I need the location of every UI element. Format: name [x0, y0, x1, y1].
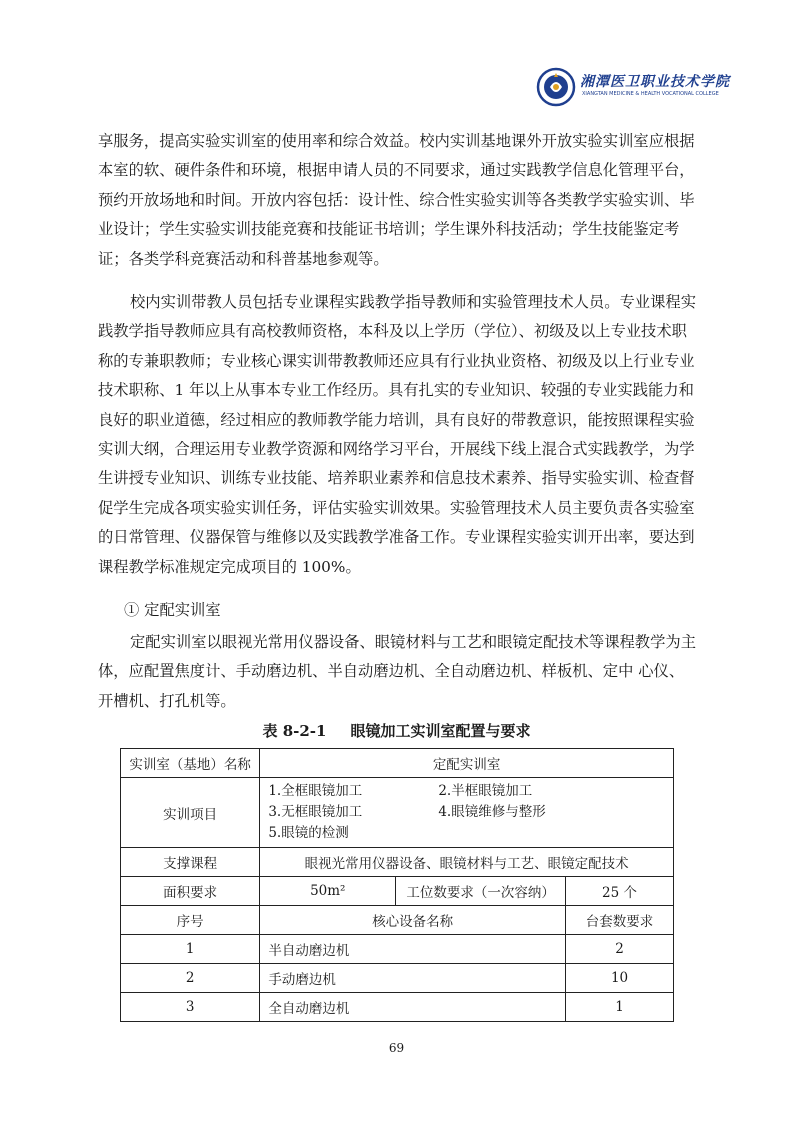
courses-label: 支撑课程 [121, 848, 260, 877]
row-equipment: 半自动磨边机 [260, 935, 566, 964]
project-item: 3.无框眼镜加工 [268, 804, 363, 820]
section-heading: ① 定配实训室 [124, 601, 221, 619]
project-item: 1.全框眼镜加工 [268, 783, 363, 799]
table-title: 眼镜加工实训室配置与要求 [350, 722, 531, 740]
project-item: 5.眼镜的检测 [268, 825, 349, 841]
area-value: 50m² [260, 877, 396, 906]
body-paragraph-2: 校内实训带教人员包括专业课程实践教学指导教师和实验管理技术人员。专业课程实践教学指导教师应具有高校教师资格，本科及以上学历（学位）、初级及以上专业技术职称的专兼职教师；专业核心课实训带教教师还应具有行业执业资格、初级及以上行业专业技术职称、1 年以上从事本专业工作经历。具有扎实的专业知识、较强的专业实践能力和良好的职业道德，经过相应的教师教学能力培训，具有良好的带教意识，能按照课程实验实训大纲，合理运用专业教学资源和网络学习平台，开展线下线上混合式实践教学，为学生讲授专业知识、训练专业技能、培养职业素养和信息技术素养、指导实验实训、检查督促学生完成各项实验实训任务，评估实验实训效果。实验管理技术人员主要负责各实验室的日常管理、仪器保管与维修以及实践教学准备工作。专业课程实验实训开出率，要达到课程教学标准规定完成项目的 100%。 [98, 293, 696, 576]
lab-config-table [120, 748, 674, 1022]
table-row [121, 964, 674, 993]
project-item: 4.眼镜维修与整形 [438, 804, 546, 820]
table-header-row [121, 906, 674, 935]
college-name-en: XIANGTAN MEDICINE & HEALTH VOCATIONAL COLLEGE [582, 91, 719, 97]
stations-label: 工位数要求（一次容纳） [396, 877, 566, 906]
projects-label: 实训项目 [121, 778, 260, 848]
table-row [121, 749, 674, 778]
col-header-count: 台套数要求 [566, 906, 674, 935]
row-count: 1 [566, 993, 674, 1022]
row-count: 10 [566, 964, 674, 993]
project-item: 2.半框眼镜加工 [438, 783, 533, 799]
body-paragraph-3: 定配实训室以眼视光常用仪器设备、眼镜材料与工艺和眼镜定配技术等课程教学为主体，应配置焦度计、手动磨边机、半自动磨边机、全自动磨边机、样板机、定中 心仪、开槽机、打孔机等。 [98, 633, 696, 710]
table-row [121, 778, 674, 848]
courses-value: 眼视光常用仪器设备、眼镜材料与工艺、眼镜定配技术 [260, 848, 674, 877]
college-name-cn: 湘潭医卫职业技术学院 [580, 74, 730, 90]
college-emblem-icon [536, 67, 576, 107]
area-label: 面积要求 [121, 877, 260, 906]
body-paragraph-1: 享服务，提高实验实训室的使用率和综合效益。校内实训基地课外开放实验实训室应根据本室的软、硬件条件和环境，根据申请人员的不同要求，通过实践教学信息化管理平台，预约开放场地和时间。开放内容包括：设计性、综合性实验实训等各类教学实验实训、毕业设计；学生实验实训技能竞赛和技能证书培训；学生课外科技活动；学生技能鉴定考证；各类学科竞赛活动和科普基地参观等。 [98, 132, 695, 268]
col-header-equipment: 核心设备名称 [260, 906, 566, 935]
page-number: 69 [388, 1041, 405, 1055]
table-row [121, 993, 674, 1022]
table-number: 表 8-2-1 [262, 722, 327, 740]
table-row [121, 877, 674, 906]
row-seq: 3 [121, 993, 260, 1022]
table-caption [0, 720, 793, 741]
col-header-seq: 序号 [121, 906, 260, 935]
row-seq: 2 [121, 964, 260, 993]
row-equipment: 全自动磨边机 [260, 993, 566, 1022]
row-count: 2 [566, 935, 674, 964]
room-name-label: 实训室（基地）名称 [121, 749, 260, 778]
table-row [121, 848, 674, 877]
college-logo [536, 67, 730, 109]
row-seq: 1 [121, 935, 260, 964]
table-row [121, 935, 674, 964]
projects-list [260, 778, 673, 847]
stations-value: 25 个 [566, 877, 674, 906]
room-name-value: 定配实训室 [260, 749, 674, 778]
row-equipment: 手动磨边机 [260, 964, 566, 993]
